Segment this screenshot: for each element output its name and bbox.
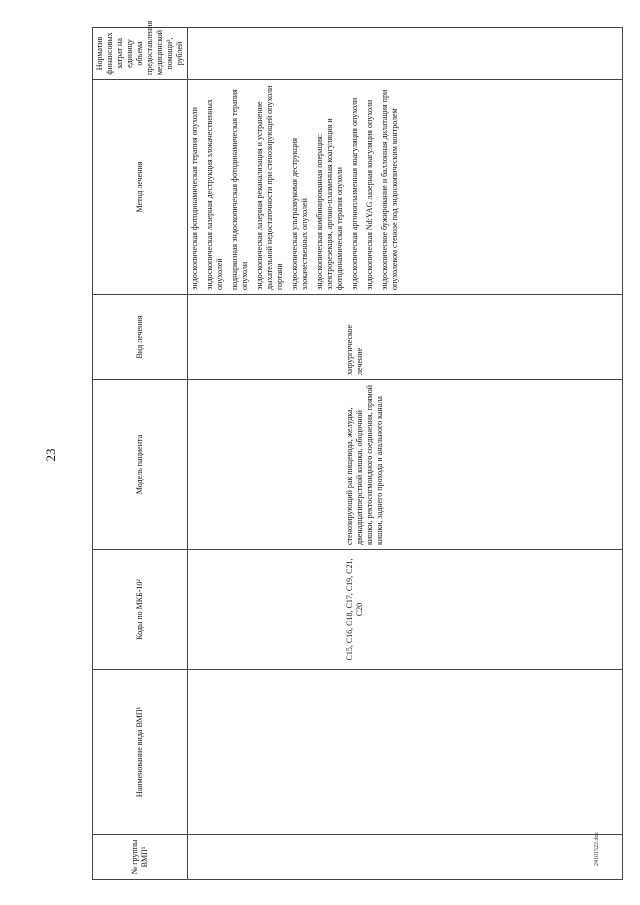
- header-treatment-method: Метод лечения: [93, 80, 188, 295]
- table-header-row: [93, 28, 188, 880]
- method-item: эндоскопическая лазерная реканализация и устранение дыхательной недостаточности при стенозирующей опухоли гортани: [255, 85, 284, 290]
- cell-treatment-method: [188, 80, 623, 295]
- cell-icd-codes: [188, 550, 623, 670]
- cell-treatment-type: [188, 295, 623, 380]
- cell-patient-model: [188, 380, 623, 550]
- method-item: эндоскопическая лазерная деструкция злокачественных опухолей: [205, 99, 224, 290]
- cell-vmp-name: [188, 670, 623, 835]
- header-vmp-name: Наименование вида ВМП¹: [93, 670, 188, 835]
- method-item: эндоскопическая ультразвуковая деструкция злокачественных опухолей: [290, 137, 309, 290]
- vmp-table: [92, 20, 623, 880]
- footer-filename: 24101522.doc: [594, 831, 600, 866]
- method-item: эндоскопическая Nd:YAG лазерная коагуляция опухоли: [365, 99, 374, 290]
- header-norm: Норматив финансовых затрат на единицу объема предоставления медицинской помощи³, рублей: [93, 28, 188, 80]
- header-treatment-type: Вид лечения: [93, 295, 188, 380]
- page-number: 23: [43, 448, 58, 462]
- method-item: эндоскопическая фотодинамическая терапия опухоли: [190, 107, 199, 290]
- header-patient-model: Модель пациента: [93, 380, 188, 550]
- method-item: эндоскопическая аргоноплазменная коагуляция опухоли: [350, 97, 359, 290]
- table-row: [188, 28, 623, 880]
- treatment-type-row2: хирургическое лечение: [345, 324, 364, 375]
- cell-norm: [188, 28, 623, 80]
- patient-model-row2: стенозирующий рак пищевода, желудка, двенадцатиперстной кишки, ободочной кишки, ректосигмоидного соединения, прямой кишки, заднего прохода и анального канала: [345, 384, 384, 545]
- header-icd-codes: Коды по МКБ-10²: [93, 550, 188, 670]
- method-item: поднаркозная эндоскопическая фотодинамическая терапия опухоли: [230, 89, 249, 290]
- method-item: эндоскопическая комбинированная операция: электрорезекция, аргоно-плазменная коагуляция и фотодинамическая терапия опухоли: [315, 118, 344, 290]
- icd-codes-row2: C15, C16, C18, C17, C19, C21, C20: [345, 558, 364, 661]
- cell-group-no: [188, 835, 623, 880]
- method-item: эндоскопическое бужирование и баллонная дилатация при опухолевом стенозе под эндоскопическим контролем: [380, 89, 399, 290]
- landscape-sheet: [92, 20, 627, 880]
- header-group-no: № группы ВМП¹: [93, 835, 188, 880]
